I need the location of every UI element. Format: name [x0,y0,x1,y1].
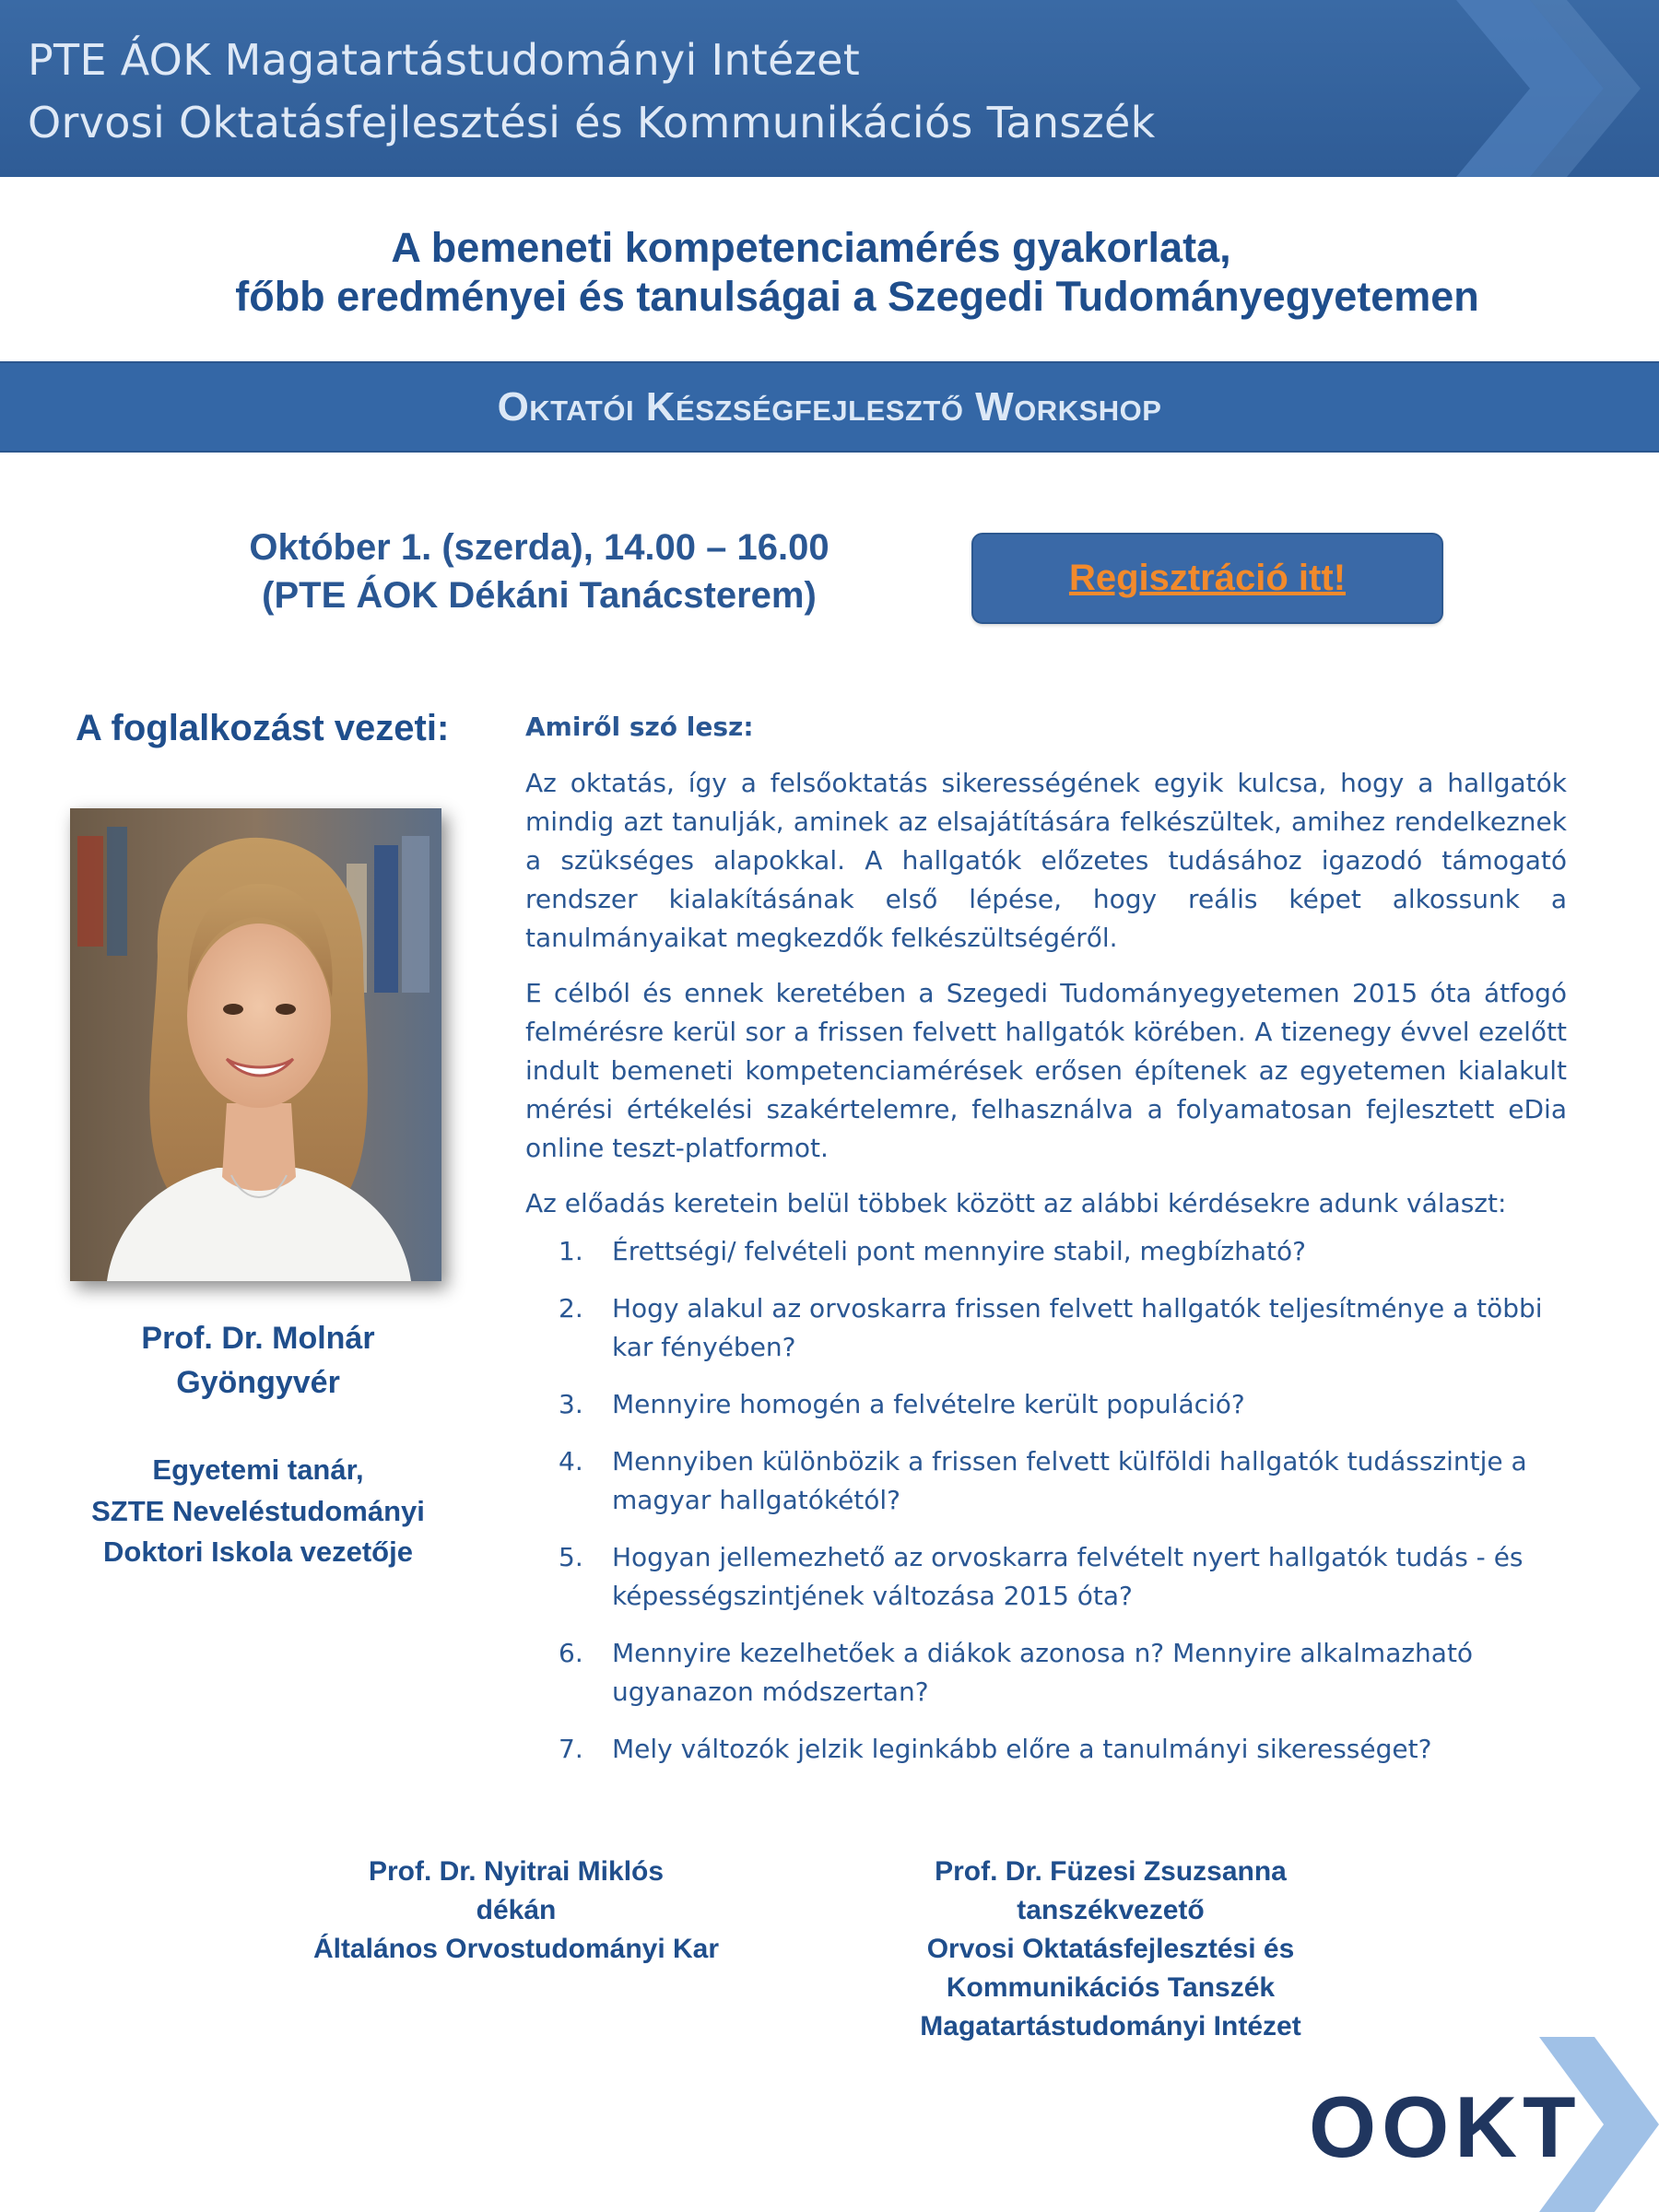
list-number: 2. [559,1293,583,1324]
signature-dean [194,1853,839,1969]
list-text: Mennyire kezelhetőek a diákok azonosa n? Mennyire alkalmazható ugyanazon módszertan? [612,1638,1474,1707]
list-item [525,1289,1567,1367]
paragraph-1: Az oktatás, így a felsőoktatás sikerességének egyik kulcsa, hogy a hallgatók mindig azt tanulják, aminek az elsajátítására felkészültek, amihez rendelkeznek a szükséges alapokkal. A hallgatók előzetes tudásához igazodó támogató rendszer kialakításának első lépése, hogy reális képet alkossunk a tanulmányaikat megkezdők felkészültségéről. [525,768,1567,953]
signature-name: Prof. Dr. Nyitrai Miklós [368,1856,665,1887]
list-item [525,1385,1567,1424]
list-item [525,1232,1567,1271]
leader-role-line3: Doktori Iskola vezetője [103,1535,413,1568]
list-number: 5. [559,1542,583,1572]
leader-photo [70,808,441,1281]
leader-heading: A foglalkozást vezeti: [76,708,450,748]
list-number: 7. [559,1734,583,1764]
content-column [525,712,1567,1787]
list-number: 3. [559,1389,583,1419]
institute-name: PTE ÁOK Magatartástudományi Intézet [28,35,861,85]
event-title-line1: A bemeneti kompetenciamérés gyakorlata, [391,224,1231,271]
list-text: Érettségi/ felvételi pont mennyire stabil, megbízható? [612,1236,1306,1266]
list-item [525,1442,1567,1520]
event-title-line2: főbb eredményei és tanulságai a Szegedi Tudományegyetemen [235,273,1479,320]
header-chevron-icon [1419,0,1659,177]
questions-list [525,1232,1567,1769]
list-number: 4. [559,1446,583,1477]
paragraph-2: E célból és ennek keretében a Szegedi Tudományegyetemen 2015 óta átfogó felmérésre kerül sor a frissen felvett hallgatók körében. A tizenegy évvel ezelőtt indult bemeneti kompetenciamérések erősen építenek az egyetemen kialakult mérési értékelési szakértelemre, felhasználva a folyamatosan fejlesztett eDia online teszt-platformot. [525,978,1567,1163]
signature-title: dékán [476,1895,557,1925]
list-text: Mely változók jelzik leginkább előre a tanulmányi sikerességet? [612,1734,1432,1764]
leader-role-line2: SZTE Neveléstudományi [91,1495,425,1527]
event-date: Október 1. (szerda), 14.00 – 16.00 [249,527,830,568]
list-item [525,1538,1567,1616]
content-heading: Amiről szó lesz: [525,712,754,742]
list-text: Hogy alakul az orvoskarra frissen felvett hallgatók teljesítménye a többi kar fényében? [612,1293,1543,1362]
list-number: 1. [559,1236,583,1266]
list-item [525,1634,1567,1712]
department-name: Orvosi Oktatásfejlesztési és Kommunikációs Tanszék [28,98,1156,147]
header-banner [0,0,1659,177]
signature-title: tanszékvezető [1017,1895,1205,1925]
logo-text: OOKT [1309,2078,1582,2175]
workshop-label: Oktatói Készségfejlesztő Workshop [497,383,1162,429]
portrait-image [70,808,441,1281]
list-text: Mennyiben különbözik a frissen felvett külföldi hallgatók tudásszintje a magyar hallgatókétól? [612,1446,1527,1515]
signature-name: Prof. Dr. Füzesi Zsuzsanna [935,1856,1287,1887]
signature-org: Magatartástudományi Intézet [920,2011,1301,2041]
list-number: 6. [559,1638,583,1668]
signature-org: Kommunikációs Tanszék [946,1972,1276,2003]
workshop-band [0,361,1659,453]
leader-role-line1: Egyetemi tanár, [152,1453,364,1486]
register-button[interactable] [971,533,1443,624]
list-text: Mennyire homogén a felvételre került populáció? [612,1389,1245,1419]
register-link[interactable]: Regisztráció itt! [1068,558,1347,598]
leader-name-line1: Prof. Dr. Molnár [141,1321,375,1356]
list-text: Hogyan jellemezhető az orvoskarra felvételt nyert hallgatók tudás - és képességszintjének változása 2015 óta? [612,1542,1524,1611]
signature-org: Orvosi Oktatásfejlesztési és [926,1934,1295,1964]
list-item [525,1730,1567,1769]
ookt-logo [1281,2037,1659,2212]
signature-org: Általános Orvostudományi Kar [312,1934,720,1964]
event-location: (PTE ÁOK Dékáni Tanácsterem) [262,575,817,616]
questions-intro: Az előadás keretein belül többek között az alábbi kérdésekre adunk választ: [525,1188,1507,1218]
signature-head [788,1853,1433,2046]
leader-name-line2: Gyöngyvér [176,1365,340,1400]
